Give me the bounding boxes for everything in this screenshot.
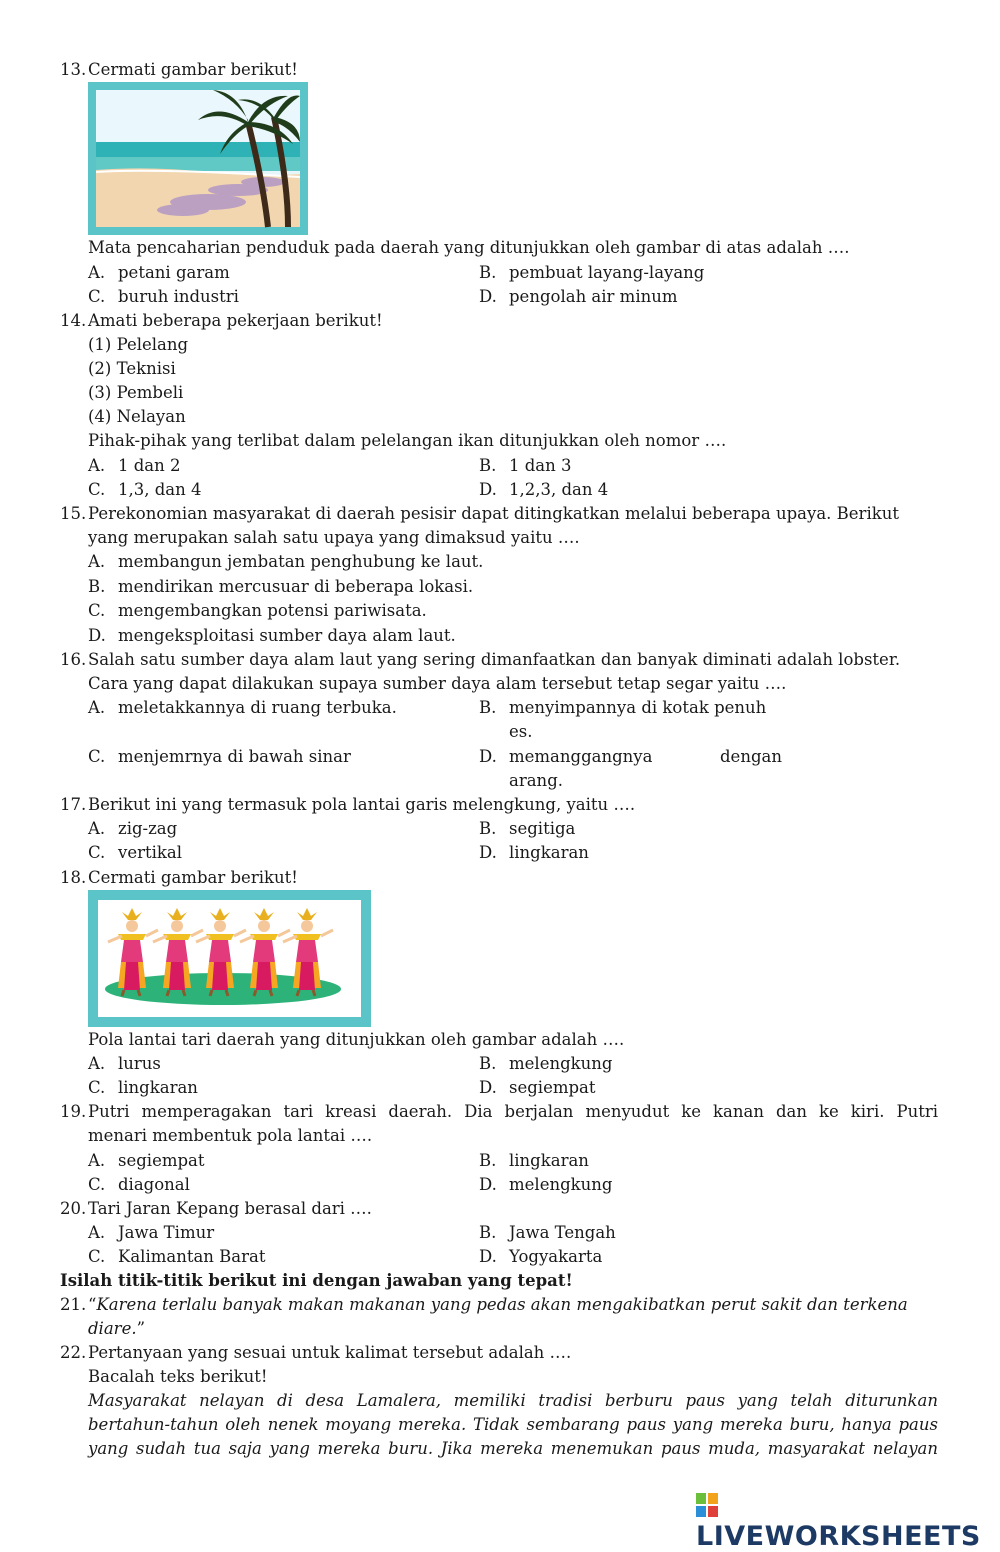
option-letter: A. — [88, 1151, 106, 1170]
option-text: lingkaran — [118, 1078, 198, 1097]
q16-number: 16. — [60, 650, 87, 669]
q21-quote-line2: diare. — [88, 1319, 137, 1338]
option-letter: C. — [88, 287, 106, 306]
q17-option-c[interactable] — [88, 842, 182, 864]
option-letter: D. — [479, 1175, 497, 1194]
option-letter: A. — [88, 1223, 106, 1242]
q21-close-quote: ” — [136, 1319, 146, 1338]
option-letter: A. — [88, 819, 106, 838]
q19-text-line1: Putri memperagakan tari kreasi daerah. Dia berjalan menyudut ke kanan dan ke kiri. Putri — [88, 1102, 938, 1121]
option-letter: B. — [479, 1223, 497, 1242]
q20-option-c[interactable] — [88, 1246, 266, 1268]
option-text: petani garam — [118, 263, 230, 282]
option-text: melengkung — [509, 1054, 613, 1073]
option-text: 1 dan 2 — [118, 456, 181, 475]
option-text: membangun jembatan penghubung ke laut. — [118, 552, 484, 571]
option-text: segitiga — [509, 819, 576, 838]
q14-option-c[interactable] — [88, 479, 202, 501]
option-text: memanggangnya — [509, 747, 653, 766]
option-letter: B. — [479, 1151, 497, 1170]
option-letter: C. — [88, 747, 106, 766]
beach-picture — [88, 82, 308, 235]
q22-passage-line2: bertahun-tahun oleh nenek moyang mereka. Tidak sembarang paus yang mereka buru, hanya paus — [88, 1415, 938, 1434]
option-text: mendirikan mercusuar di beberapa lokasi. — [118, 577, 474, 596]
option-text: segiempat — [118, 1151, 205, 1170]
option-text: buruh industri — [118, 287, 239, 306]
option-letter: C. — [88, 843, 106, 862]
q18-text: Pola lantai tari daerah yang ditunjukkan oleh gambar adalah …. — [88, 1030, 625, 1049]
q14-option-a[interactable] — [88, 455, 181, 477]
q14-item-1: (1) Pelelang — [88, 335, 189, 354]
q14-item-3: (3) Pembeli — [88, 383, 184, 402]
option-letter: A. — [88, 698, 106, 717]
option-letter: B. — [479, 263, 497, 282]
q14-number: 14. — [60, 311, 87, 330]
q16-option-d-word: dengan — [720, 747, 782, 766]
option-letter: B. — [88, 577, 106, 596]
q20-question: Tari Jaran Kepang berasal dari …. — [88, 1199, 372, 1218]
option-letter: D. — [479, 1078, 497, 1097]
q19-option-a[interactable] — [88, 1150, 205, 1172]
q17-option-b[interactable] — [479, 818, 575, 840]
option-letter: C. — [88, 1175, 106, 1194]
option-letter: D. — [479, 287, 497, 306]
option-text: Kalimantan Barat — [118, 1247, 266, 1266]
q18-option-b[interactable] — [479, 1053, 612, 1075]
q16-option-d-continuation: arang. — [509, 771, 563, 790]
option-letter: A. — [88, 552, 106, 571]
q13-question: Cermati gambar berikut! — [88, 60, 298, 79]
q17-number: 17. — [60, 795, 87, 814]
option-letter: D. — [88, 626, 106, 645]
option-letter: B. — [479, 819, 497, 838]
option-text: segiempat — [509, 1078, 596, 1097]
q17-option-a[interactable] — [88, 818, 177, 840]
option-letter: B. — [479, 456, 497, 475]
option-text: lurus — [118, 1054, 161, 1073]
option-text: melengkung — [509, 1175, 613, 1194]
q13-option-a[interactable] — [88, 262, 230, 284]
q17-question: Berikut ini yang termasuk pola lantai garis melengkung, yaitu …. — [88, 795, 636, 814]
q16-option-d[interactable] — [479, 746, 652, 768]
q20-option-d[interactable] — [479, 1246, 602, 1268]
option-text: Jawa Timur — [118, 1223, 215, 1242]
q19-option-b[interactable] — [479, 1150, 589, 1172]
q21-text-line2 — [88, 1318, 145, 1340]
option-text: vertikal — [118, 843, 182, 862]
q21-open-quote: “ — [88, 1295, 97, 1314]
option-text: pembuat layang-layang — [509, 263, 705, 282]
option-text: zig-zag — [118, 819, 178, 838]
q14-text: Pihak-pihak yang terlibat dalam pelelangan ikan ditunjukkan oleh nomor …. — [88, 431, 727, 450]
q18-option-d[interactable] — [479, 1077, 596, 1099]
option-text: menyimpannya di kotak penuh — [509, 698, 767, 717]
option-text: Yogyakarta — [509, 1247, 603, 1266]
option-letter: C. — [88, 1078, 106, 1097]
q13-text: Mata pencaharian penduduk pada daerah yang ditunjukkan oleh gambar di atas adalah …. — [88, 238, 850, 257]
q16-option-b-continuation: es. — [509, 722, 533, 741]
option-letter: B. — [479, 698, 497, 717]
q18-option-c[interactable] — [88, 1077, 198, 1099]
option-text: 1,3, dan 4 — [118, 480, 202, 499]
q17-option-d[interactable] — [479, 842, 589, 864]
q19-number: 19. — [60, 1102, 87, 1121]
liveworksheets-wordmark: LIVEWORKSHEETS — [696, 1521, 981, 1552]
q19-text-line2: menari membentuk pola lantai …. — [88, 1126, 373, 1145]
option-letter: C. — [88, 1247, 106, 1266]
q18-question: Cermati gambar berikut! — [88, 868, 298, 887]
option-text: lingkaran — [509, 843, 589, 862]
q19-option-d[interactable] — [479, 1174, 612, 1196]
q14-option-d[interactable] — [479, 479, 608, 501]
q15-option-c[interactable] — [88, 600, 427, 622]
option-letter: D. — [479, 747, 497, 766]
liveworksheets-badge-icon — [696, 1493, 718, 1517]
q14-option-b[interactable] — [479, 455, 572, 477]
section-heading-text: Isilah titik-titik berikut ini dengan jawaban yang tepat! — [60, 1271, 573, 1290]
q22-passage-line3: yang sudah tua saja yang mereka buru. Jika mereka menemukan paus muda, masyarakat nelayan — [88, 1439, 938, 1458]
q22-passage-line1: Masyarakat nelayan di desa Lamalera, memiliki tradisi berburu paus yang telah diturunkan — [88, 1391, 938, 1410]
q20-option-a[interactable] — [88, 1222, 214, 1244]
q22-instruction: Bacalah teks berikut! — [88, 1367, 268, 1386]
q16-option-b[interactable] — [479, 697, 766, 719]
dancers-picture — [88, 890, 371, 1027]
q13-option-b[interactable] — [479, 262, 704, 284]
option-text: lingkaran — [509, 1151, 589, 1170]
option-letter: D. — [479, 480, 497, 499]
q13-option-d[interactable] — [479, 286, 678, 308]
q21-number: 21. — [60, 1295, 87, 1314]
q22-question: Pertanyaan yang sesuai untuk kalimat tersebut adalah …. — [88, 1343, 572, 1362]
option-text: meletakkannya di ruang terbuka. — [118, 698, 397, 717]
option-letter: A. — [88, 263, 106, 282]
q14-item-4: (4) Nelayan — [88, 407, 186, 426]
q15-option-a[interactable] — [88, 551, 483, 573]
option-text: 1,2,3, dan 4 — [509, 480, 609, 499]
q16-text-line2: Cara yang dapat dilakukan supaya sumber daya alam tersebut tetap segar yaitu …. — [88, 674, 787, 693]
q22-number: 22. — [60, 1343, 87, 1362]
q21-quote-line1: Karena terlalu banyak makan makanan yang pedas akan mengakibatkan perut sakit dan terkena — [96, 1295, 908, 1314]
option-text: mengeksploitasi sumber daya alam laut. — [118, 626, 456, 645]
option-text: diagonal — [118, 1175, 190, 1194]
option-text: 1 dan 3 — [509, 456, 572, 475]
q19-option-c[interactable] — [88, 1174, 190, 1196]
option-letter: B. — [479, 1054, 497, 1073]
q14-question: Amati beberapa pekerjaan berikut! — [88, 311, 383, 330]
q20-option-b[interactable] — [479, 1222, 616, 1244]
q20-number: 20. — [60, 1199, 87, 1218]
option-letter: C. — [88, 480, 106, 499]
q18-option-a[interactable] — [88, 1053, 161, 1075]
q16-option-c[interactable] — [88, 746, 351, 768]
option-text: menjemrnya di bawah sinar — [118, 747, 351, 766]
q15-number: 15. — [60, 504, 87, 523]
option-letter: D. — [479, 1247, 497, 1266]
q13-option-c[interactable] — [88, 286, 239, 308]
q18-number: 18. — [60, 868, 87, 887]
option-letter: D. — [479, 843, 497, 862]
q15-option-b[interactable] — [88, 576, 473, 598]
q16-option-a[interactable] — [88, 697, 397, 719]
option-letter: C. — [88, 601, 106, 620]
q15-option-d[interactable] — [88, 625, 456, 647]
q13-number: 13. — [60, 60, 87, 79]
option-text: pengolah air minum — [509, 287, 678, 306]
option-letter: A. — [88, 1054, 106, 1073]
option-text: mengembangkan potensi pariwisata. — [118, 601, 427, 620]
q14-item-2: (2) Teknisi — [88, 359, 176, 378]
q15-text-line1: Perekonomian masyarakat di daerah pesisir dapat ditingkatkan melalui beberapa upaya. Berikut — [88, 504, 899, 523]
option-text: Jawa Tengah — [509, 1223, 616, 1242]
q15-text-line2: yang merupakan salah satu upaya yang dimaksud yaitu …. — [88, 528, 580, 547]
q16-text-line1: Salah satu sumber daya alam laut yang sering dimanfaatkan dan banyak diminati adalah lobster. — [88, 650, 901, 669]
q21-text-line1 — [88, 1294, 908, 1316]
option-letter: A. — [88, 456, 106, 475]
liveworksheets-logo[interactable] — [696, 1490, 1000, 1552]
